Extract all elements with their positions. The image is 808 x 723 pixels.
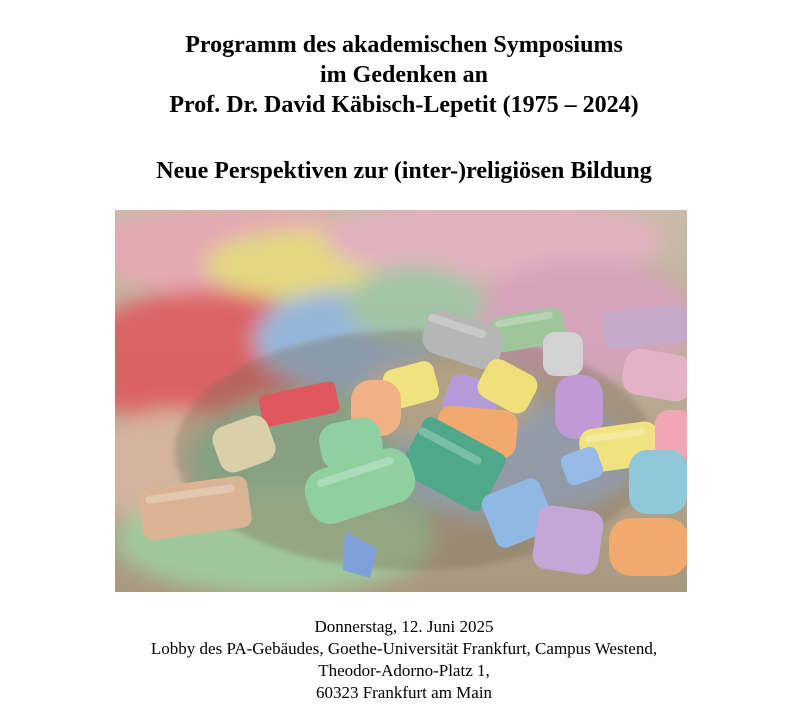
- event-city: 60323 Frankfurt am Main: [315, 683, 493, 702]
- title-line-1: Programm des akademischen Symposiums: [185, 32, 623, 58]
- symposium-subtitle: Neue Perspektiven zur (inter-)religiösen Bildung: [156, 158, 652, 184]
- event-date: Donnerstag, 12. Juni 2025: [314, 617, 494, 636]
- event-street: Theodor-Adorno-Platz 1,: [318, 661, 490, 680]
- title-line-2: im Gedenken an: [319, 62, 489, 88]
- event-venue: Lobby des PA-Gebäudes, Goethe-Universität Frankfurt, Campus Westend,: [150, 639, 658, 658]
- program-title: [0, 30, 808, 120]
- chalk-photo: [115, 210, 687, 592]
- event-details: [0, 616, 808, 704]
- title-line-3: Prof. Dr. David Käbisch-Lepetit (1975 – 2024): [169, 92, 639, 118]
